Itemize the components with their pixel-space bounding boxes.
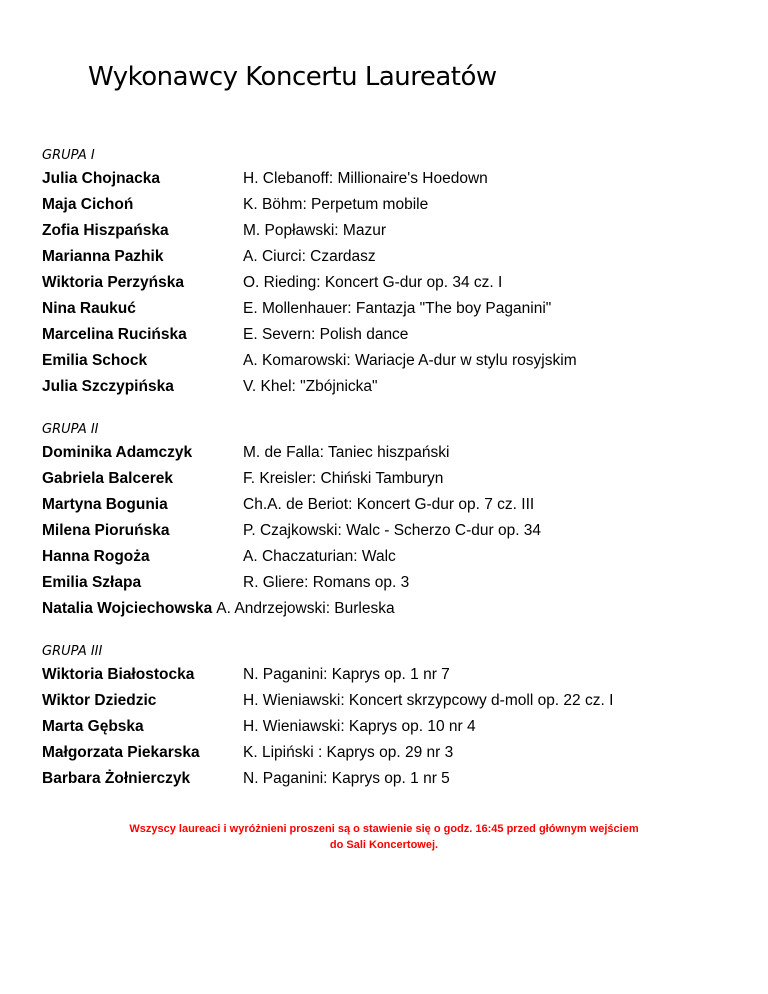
- performer-name: Julia Szczypińska: [42, 378, 174, 395]
- performer-piece: M. de Falla: Taniec hiszpański: [243, 444, 450, 461]
- performer-piece: E. Severn: Polish dance: [243, 326, 409, 343]
- performer-name: Małgorzata Piekarska: [42, 744, 200, 761]
- performer-piece: H. Clebanoff: Millionaire's Hoedown: [243, 170, 488, 187]
- performer-piece: V. Khel: "Zbójnicka": [243, 378, 378, 395]
- performer-row: [42, 688, 742, 714]
- performer-name: Natalia Wojciechowska: [42, 600, 213, 617]
- group-label: GRUPA I: [42, 148, 95, 163]
- performer-piece: K. Böhm: Perpetum mobile: [243, 196, 429, 213]
- performer-piece: Ch.A. de Beriot: Koncert G-dur op. 7 cz. III: [243, 496, 535, 513]
- performer-row: [42, 492, 742, 518]
- performer-row: [42, 374, 742, 400]
- performer-row: [42, 596, 742, 622]
- performer-row: [42, 218, 742, 244]
- performer-name: Julia Chojnacka: [42, 170, 161, 187]
- performer-row: [42, 192, 742, 218]
- performer-row: [42, 348, 742, 374]
- performer-name: Marta Gębska: [42, 718, 144, 735]
- performer-row: [42, 466, 742, 492]
- performer-name: Marcelina Rucińska: [42, 326, 187, 343]
- performer-name: Hanna Rogoża: [42, 548, 150, 565]
- performer-piece: P. Czajkowski: Walc - Scherzo C-dur op. 34: [243, 522, 542, 539]
- performer-row: [42, 544, 742, 570]
- performer-piece: F. Kreisler: Chiński Tamburyn: [243, 470, 444, 487]
- notice-line-1: Wszyscy laureaci i wyróżnieni proszeni są o stawienie się o godz. 16:45 przed głównym wejściem: [129, 823, 639, 835]
- performer-row: [42, 270, 742, 296]
- performer-row: [42, 570, 742, 596]
- performer-name: Wiktoria Perzyńska: [42, 274, 185, 291]
- performer-piece: R. Gliere: Romans op. 3: [243, 574, 410, 591]
- performer-name: Wiktoria Białostocka: [42, 666, 195, 683]
- performer-name: Martyna Bogunia: [42, 496, 168, 513]
- group-2: [42, 420, 742, 622]
- performer-piece: N. Paganini: Kaprys op. 1 nr 5: [243, 770, 450, 787]
- performer-piece: A. Ciurci: Czardasz: [243, 248, 376, 265]
- performer-name: Milena Pioruńska: [42, 522, 170, 539]
- performer-piece: A. Andrzejowski: Burleska: [216, 600, 395, 617]
- performer-piece: H. Wieniawski: Kaprys op. 10 nr 4: [243, 718, 476, 735]
- performer-row: [42, 296, 742, 322]
- performer-name: Barbara Żołnierczyk: [42, 770, 191, 787]
- performer-name: Wiktor Dziedzic: [42, 692, 157, 709]
- performer-name: Zofia Hiszpańska: [42, 222, 169, 239]
- performer-row: [42, 244, 742, 270]
- performer-piece: N. Paganini: Kaprys op. 1 nr 7: [243, 666, 450, 683]
- performer-piece: K. Lipiński : Kaprys op. 29 nr 3: [243, 744, 454, 761]
- performer-piece: O. Rieding: Koncert G-dur op. 34 cz. I: [243, 274, 503, 291]
- performer-name: Maja Cichoń: [42, 196, 134, 213]
- performer-name: Nina Raukuć: [42, 300, 136, 317]
- group-label: GRUPA II: [42, 422, 99, 437]
- performer-name: Emilia Szłapa: [42, 574, 142, 591]
- performer-name: Marianna Pazhik: [42, 248, 164, 265]
- performer-piece: A. Komarowski: Wariacje A-dur w stylu rosyjskim: [243, 352, 577, 369]
- performer-row: [42, 662, 742, 688]
- group-1: [42, 146, 742, 400]
- arrival-notice: [60, 821, 708, 853]
- performer-row: [42, 518, 742, 544]
- performer-piece: E. Mollenhauer: Fantazja "The boy Paganini": [243, 300, 552, 317]
- performer-piece: M. Popławski: Mazur: [243, 222, 386, 239]
- performer-row: [42, 440, 742, 466]
- performer-name: Gabriela Balcerek: [42, 470, 173, 487]
- performer-row: [42, 166, 742, 192]
- performer-piece: H. Wieniawski: Koncert skrzypcowy d-moll op. 22 cz. I: [243, 692, 614, 709]
- group-3: [42, 642, 742, 792]
- performer-row: [42, 740, 742, 766]
- notice-line-2: do Sali Koncertowej.: [329, 839, 439, 851]
- performer-name: Dominika Adamczyk: [42, 444, 193, 461]
- performer-name: Emilia Schock: [42, 352, 148, 369]
- performer-row: [42, 766, 742, 792]
- group-label: GRUPA III: [42, 644, 103, 659]
- performer-row: [42, 714, 742, 740]
- performer-row: [42, 322, 742, 348]
- performer-piece: A. Chaczaturian: Walc: [243, 548, 396, 565]
- page-title: Wykonawcy Koncertu Laureatów: [88, 62, 497, 92]
